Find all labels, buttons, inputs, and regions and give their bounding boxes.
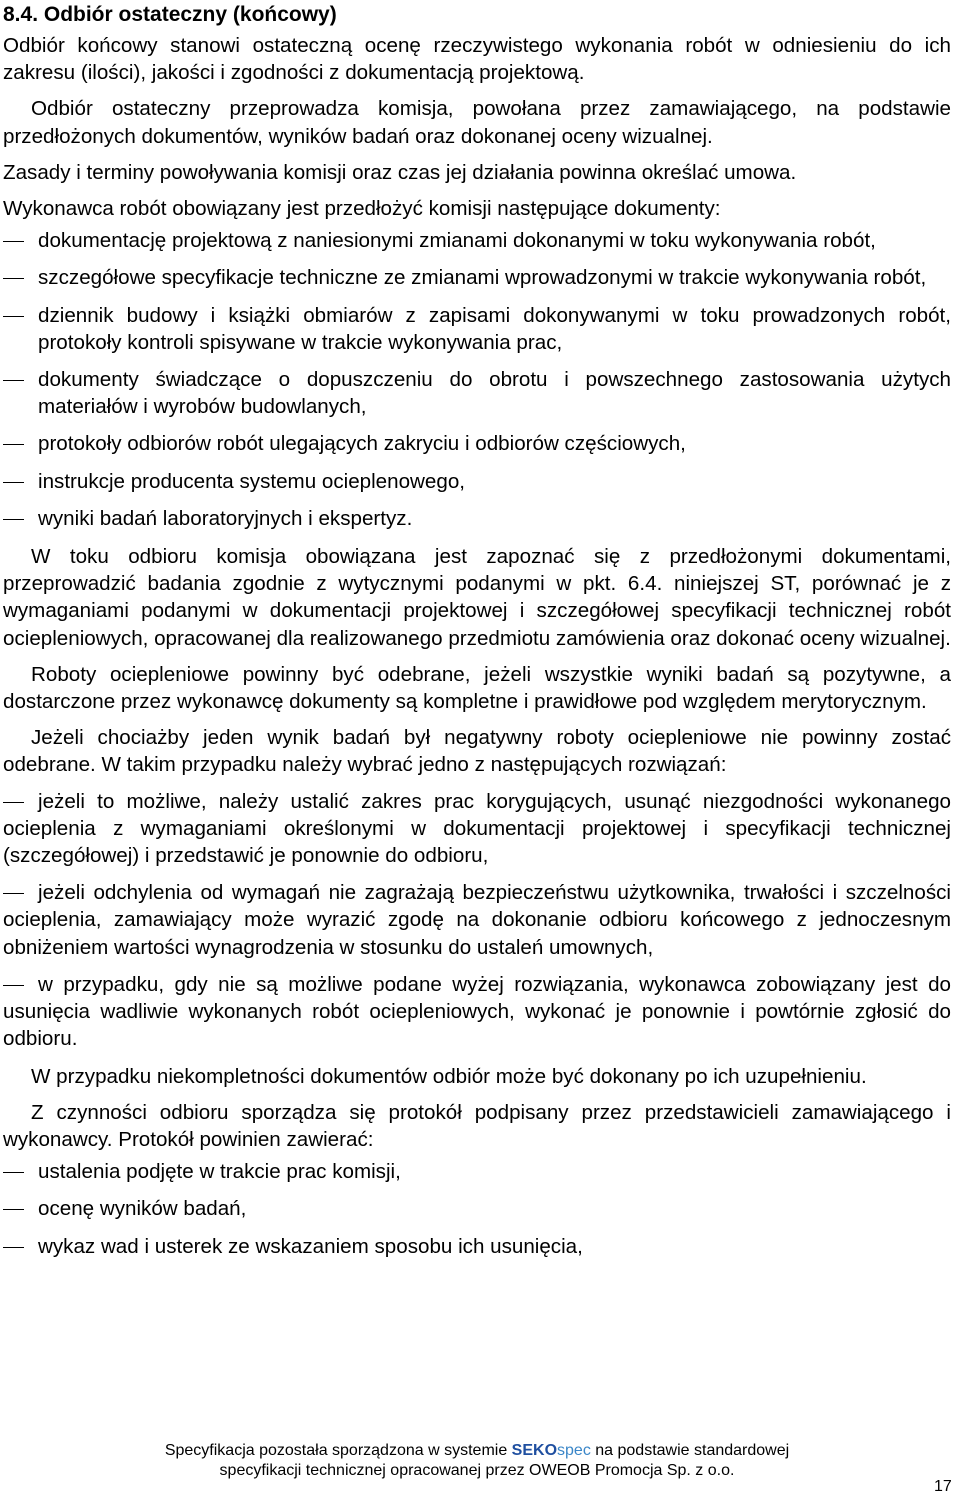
footer-line-1 <box>3 1441 951 1461</box>
list-item <box>3 971 951 1053</box>
footer-text: na podstawie standardowej <box>590 1442 790 1459</box>
intro-paragraph: Zasady i terminy powoływania komisji oraz czas jej działania powinna określać umowa. <box>3 160 797 184</box>
solutions-list <box>3 788 951 1053</box>
list-item-text: dokumentację projektową z naniesionymi zmianami dokonanymi w toku wykonywania robót, <box>38 229 876 253</box>
list-item-text: dziennik budowy i książki obmiarów z zapisami dokonywanymi w toku prowadzonych robót, protokoły kontroli spisywane w trakcie wykonywania prac, <box>38 303 951 354</box>
section-heading: 8.4. Odbiór ostateczny (końcowy) <box>3 3 337 26</box>
dash-bullet <box>3 316 24 317</box>
dash-bullet <box>3 1247 24 1248</box>
body-paragraph: W toku odbioru komisja obowiązana jest zapoznać się z przedłożonymi dokumentami, przeprowadzić badania zgodnie z wytycznymi podanymi w pkt. 6.4. niniejszej ST, porównać je z wymaganiami podanymi w dokumentacji projektowej i szczegółowej specyfikacji technicznej robót ociepleniowych, opracowanej dla realizowanego przedmiotu zamówienia oraz dokonać oceny wizualnej. <box>3 545 951 650</box>
list-item <box>3 1233 951 1260</box>
list-item-text: wykaz wad i usterek ze wskazaniem sposobu ich usunięcia, <box>38 1234 583 1258</box>
list-item <box>3 1158 951 1185</box>
intro-paragraph: Odbiór ostateczny przeprowadza komisja, powołana przez zamawiającego, na podstawie przedłożonych dokumentów, wyników badań oraz dokonanej oceny wizualnej. <box>3 97 951 148</box>
list-item-text: szczegółowe specyfikacje techniczne ze zmianami wprowadzonymi w trakcie wykonywania robót, <box>38 266 927 290</box>
dash-bullet <box>3 1209 24 1210</box>
brand-spec: spec <box>557 1442 591 1459</box>
dash-bullet <box>3 482 24 483</box>
list-item <box>3 430 951 457</box>
page-footer <box>3 1441 951 1481</box>
list-item-text: jeżeli to możliwe, należy ustalić zakres prac korygujących, usunąć niezgodności wykonanego ocieplenia z wymaganiami określonymi w dokumentacji projektowej i specyfikacji technicznej (szczegółowej) i przedstawić je ponownie do odbioru, <box>3 789 951 868</box>
documents-list <box>3 227 951 532</box>
dash-bullet <box>3 380 24 381</box>
brand-seko: SEKO <box>511 1442 558 1459</box>
protocol-list <box>3 1158 951 1260</box>
intro-paragraph: Odbiór końcowy stanowi ostateczną ocenę rzeczywistego wykonania robót w odniesieniu do ich zakresu (ilości), jakości i zgodności z dokumentacją projektową. <box>3 34 951 85</box>
list-item <box>3 264 951 291</box>
body-paragraph: W przypadku niekompletności dokumentów odbiór może być dokonany po ich uzupełnieniu. <box>31 1064 867 1088</box>
dash-bullet <box>3 1172 24 1173</box>
list-item-text: jeżeli odchylenia od wymagań nie zagrażają bezpieczeństwu użytkownika, trwałości i szczelności ocieplenia, zamawiający może wyrazić zgodę na dokonanie odbioru końcowego z jednoczesnym obniżeniem wartości wynagrodzenia w stosunku do ustaleń umownych, <box>3 881 951 959</box>
document-page <box>3 0 951 1479</box>
list-item-text: ustalenia podjęte w trakcie prac komisji, <box>38 1160 401 1184</box>
list-item <box>3 468 951 495</box>
body-paragraph: Z czynności odbioru sporządza się protokół podpisany przez przedstawicieli zamawiającego i wykonawcy. Protokół powinien zawierać: <box>3 1100 951 1151</box>
page-number: 17 <box>934 1478 952 1495</box>
list-item <box>3 505 951 532</box>
footer-text: Specyfikacja pozostała sporządzona w systemie <box>164 1442 512 1459</box>
list-item-text: protokoły odbiorów robót ulegających zakryciu i odbiorów częściowych, <box>38 432 686 456</box>
dash-bullet <box>3 893 24 894</box>
dash-bullet <box>3 241 24 242</box>
list-item <box>3 788 951 870</box>
dash-bullet <box>3 985 24 986</box>
body-paragraph: Roboty ociepleniowe powinny być odebrane, jeżeli wszystkie wyniki badań są pozytywne, a dostarczone przez wykonawcę dokumenty są kompletne i prawidłowe pod względem merytorycznym. <box>3 662 951 714</box>
dash-bullet <box>3 278 24 279</box>
list-item-text: dokumenty świadczące o dopuszczeniu do obrotu i powszechnego zastosowania użytych materiałów i wyrobów budowlanych, <box>38 368 951 419</box>
list-item <box>3 227 951 254</box>
list-item-text: w przypadku, gdy nie są możliwe podane wyżej rozwiązania, wykonawca zobowiązany jest do usunięcia wadliwie wykonanych robót ociepleniowych, wykonać je ponownie i powtórnie zgłosić do odbioru. <box>3 972 951 1051</box>
dash-bullet <box>3 802 24 803</box>
list-item <box>3 302 951 356</box>
list-item-text: wyniki badań laboratoryjnych i ekspertyz. <box>38 506 413 530</box>
list-item-text: ocenę wyników badań, <box>38 1197 247 1221</box>
dash-bullet <box>3 519 24 520</box>
list-item <box>3 879 951 961</box>
intro-paragraph: Wykonawca robót obowiązany jest przedłożyć komisji następujące dokumenty: <box>3 197 721 221</box>
list-item <box>3 1195 951 1222</box>
body-paragraph: Jeżeli chociażby jeden wynik badań był negatywny roboty ociepleniowe nie powinny zostać odebrane. W takim przypadku należy wybrać jedno z następujących rozwiązań: <box>3 726 951 777</box>
list-item <box>3 366 951 420</box>
footer-line-2: specyfikacji technicznej opracowanej przez OWEOB Promocja Sp. z o.o. <box>219 1462 735 1479</box>
list-item-text: instrukcje producenta systemu ocieplenowego, <box>38 469 465 493</box>
dash-bullet <box>3 444 24 445</box>
